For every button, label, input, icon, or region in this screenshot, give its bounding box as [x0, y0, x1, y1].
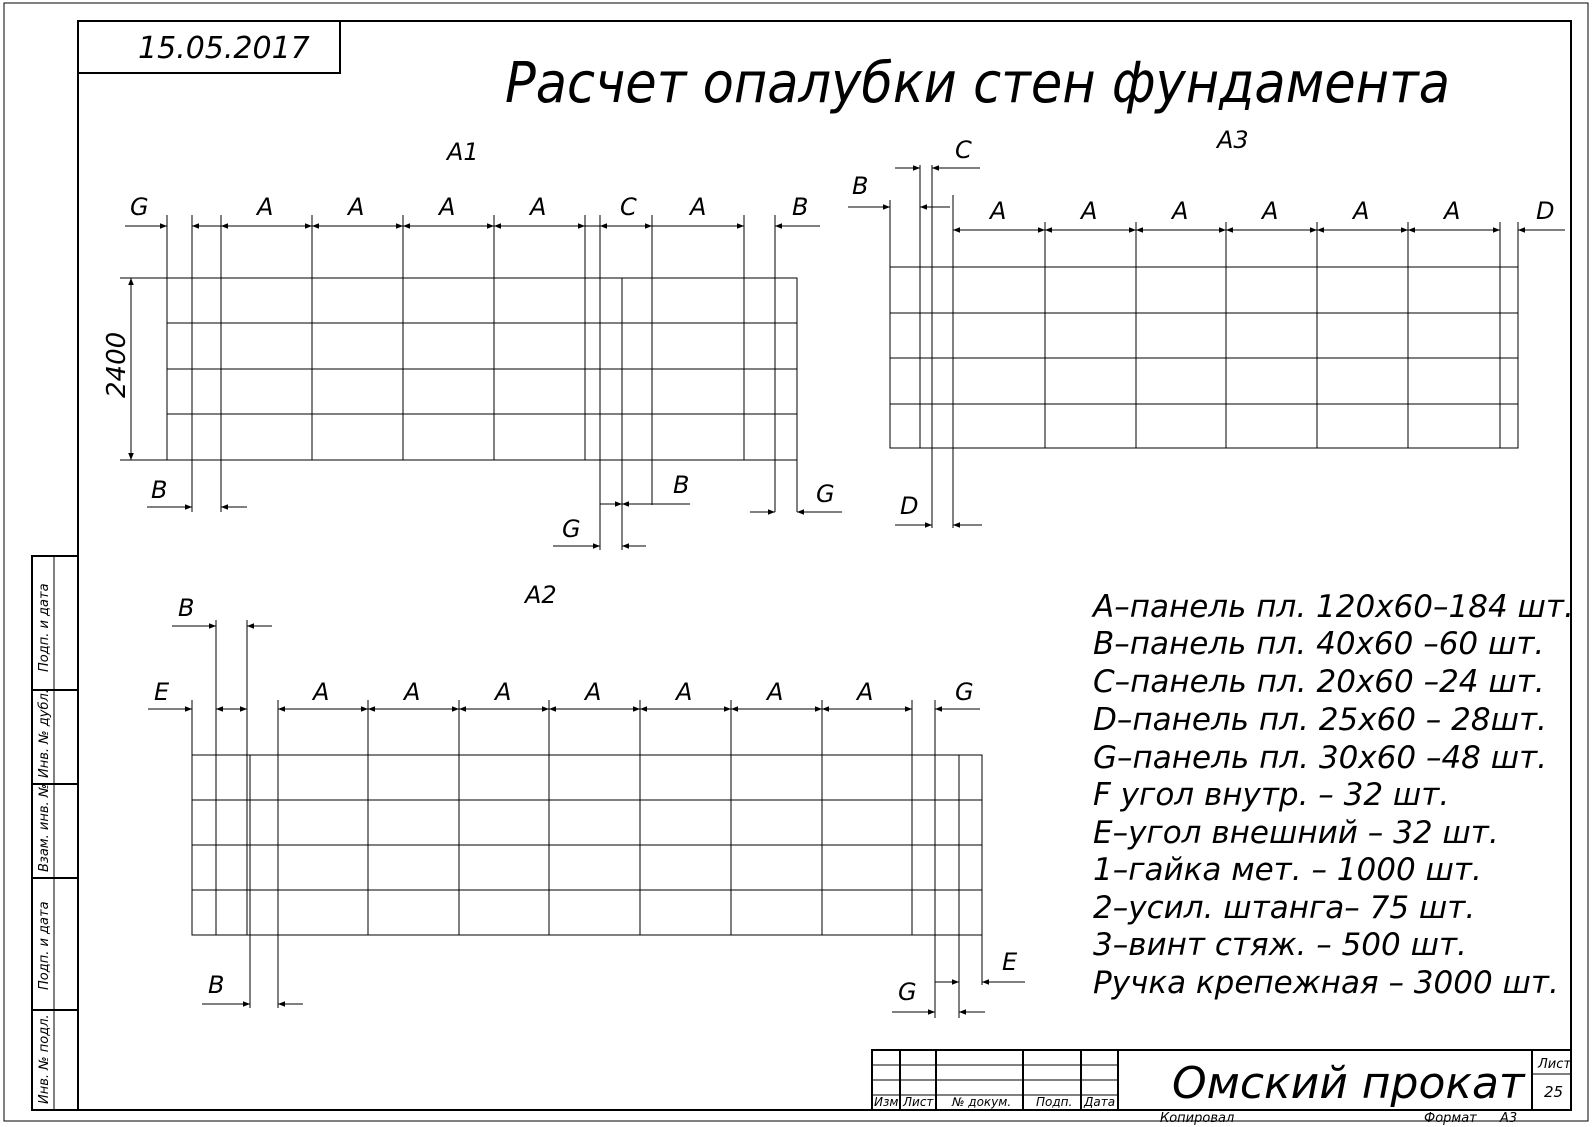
spec-item: 3–винт стяж. – 500 шт. — [1093, 927, 1467, 963]
dim-label: A — [767, 678, 784, 706]
dim-label: A — [1444, 197, 1461, 225]
dim-label: D — [1536, 197, 1555, 225]
spec-item: E–угол внешний – 32 шт. — [1093, 815, 1499, 851]
spec-item: C–панель пл. 20х60 –24 шт. — [1093, 664, 1545, 700]
dim-label: G — [130, 193, 149, 221]
spec-item: Ручка крепежная – 3000 шт. — [1093, 965, 1559, 1001]
dim-label: B — [673, 471, 690, 499]
dim-label: A — [530, 193, 547, 221]
page-title: Расчет опалубки стен фундамента — [505, 51, 1450, 116]
spec-item: A–панель пл. 120х60–184 шт. — [1093, 589, 1574, 625]
header-label: № докум. — [952, 1095, 1012, 1109]
company-name: Омский прокат — [1172, 1058, 1525, 1109]
dim-label: E — [154, 678, 170, 706]
side-stamp-label: Инв. № подл. — [37, 1014, 52, 1104]
view-a1-labels — [102, 138, 835, 543]
dim-label: A — [348, 193, 365, 221]
spec-item: 1–гайка мет. – 1000 шт. — [1093, 852, 1482, 888]
height-dimension: 2400 — [102, 331, 132, 398]
dim-label: A — [857, 678, 874, 706]
header-label: Подп. — [1036, 1095, 1073, 1109]
dim-label: G — [816, 480, 835, 508]
side-stamp-label: Подп. и дата — [37, 901, 52, 990]
dim-label: E — [1002, 948, 1018, 976]
dim-label: A — [1353, 197, 1370, 225]
format-value: А3 — [1500, 1111, 1518, 1126]
dim-label: A — [585, 678, 602, 706]
header-label: Изм. — [874, 1095, 903, 1109]
dim-label: G — [955, 678, 974, 706]
sheet-label: Лист — [1538, 1057, 1571, 1072]
dim-label: A — [690, 193, 707, 221]
dim-label: B — [178, 594, 195, 622]
dim-label: C — [955, 136, 972, 164]
dim-label: A — [1081, 197, 1098, 225]
title-block-text — [874, 1057, 1571, 1126]
dim-label: A — [1172, 197, 1189, 225]
dim-label: B — [792, 193, 809, 221]
dim-label: A — [439, 193, 456, 221]
dim-label: B — [151, 476, 168, 504]
copied-label: Копировал — [1160, 1111, 1235, 1126]
view-title-a1: A1 — [447, 138, 479, 166]
side-stamp-label: Инв. № дубл. — [37, 689, 52, 778]
side-stamp-label: Подп. и дата — [37, 583, 52, 672]
view-title-a2: A2 — [525, 581, 557, 609]
date-label: 15.05.2017 — [138, 31, 310, 66]
side-stamp — [32, 556, 78, 1110]
dim-label: G — [562, 515, 581, 543]
dim-label: A — [257, 193, 274, 221]
dim-label: B — [852, 172, 869, 200]
spec-item: 2–усил. штанга– 75 шт. — [1093, 890, 1476, 926]
view-a3-labels — [852, 126, 1554, 520]
dim-label: C — [620, 193, 637, 221]
view-a2-labels — [154, 581, 1018, 1006]
spec-item: F угол внутр. – 32 шт. — [1093, 777, 1450, 813]
side-stamp-label: Взам. инв. № — [37, 783, 52, 872]
format-label: Формат — [1424, 1111, 1477, 1126]
header-label: Лист — [903, 1095, 934, 1109]
dim-label: A — [404, 678, 421, 706]
dim-label: A — [990, 197, 1007, 225]
dim-label: A — [313, 678, 330, 706]
specification-list — [1091, 589, 1574, 1001]
view-title-a3: A3 — [1217, 126, 1249, 154]
dim-label: A — [676, 678, 693, 706]
dim-label: A — [495, 678, 512, 706]
spec-item: D–панель пл. 25х60 – 28шт. — [1093, 702, 1547, 738]
sheet-number: 25 — [1544, 1083, 1564, 1101]
dim-label: A — [1262, 197, 1279, 225]
header-label: Дата — [1084, 1095, 1116, 1109]
view-a1 — [120, 215, 842, 550]
dim-label: D — [900, 492, 919, 520]
dim-label: G — [898, 978, 917, 1006]
spec-item: B–панель пл. 40х60 –60 шт. — [1093, 626, 1545, 662]
spec-item: G–панель пл. 30х60 –48 шт. — [1093, 740, 1548, 776]
dim-label: B — [208, 971, 225, 999]
